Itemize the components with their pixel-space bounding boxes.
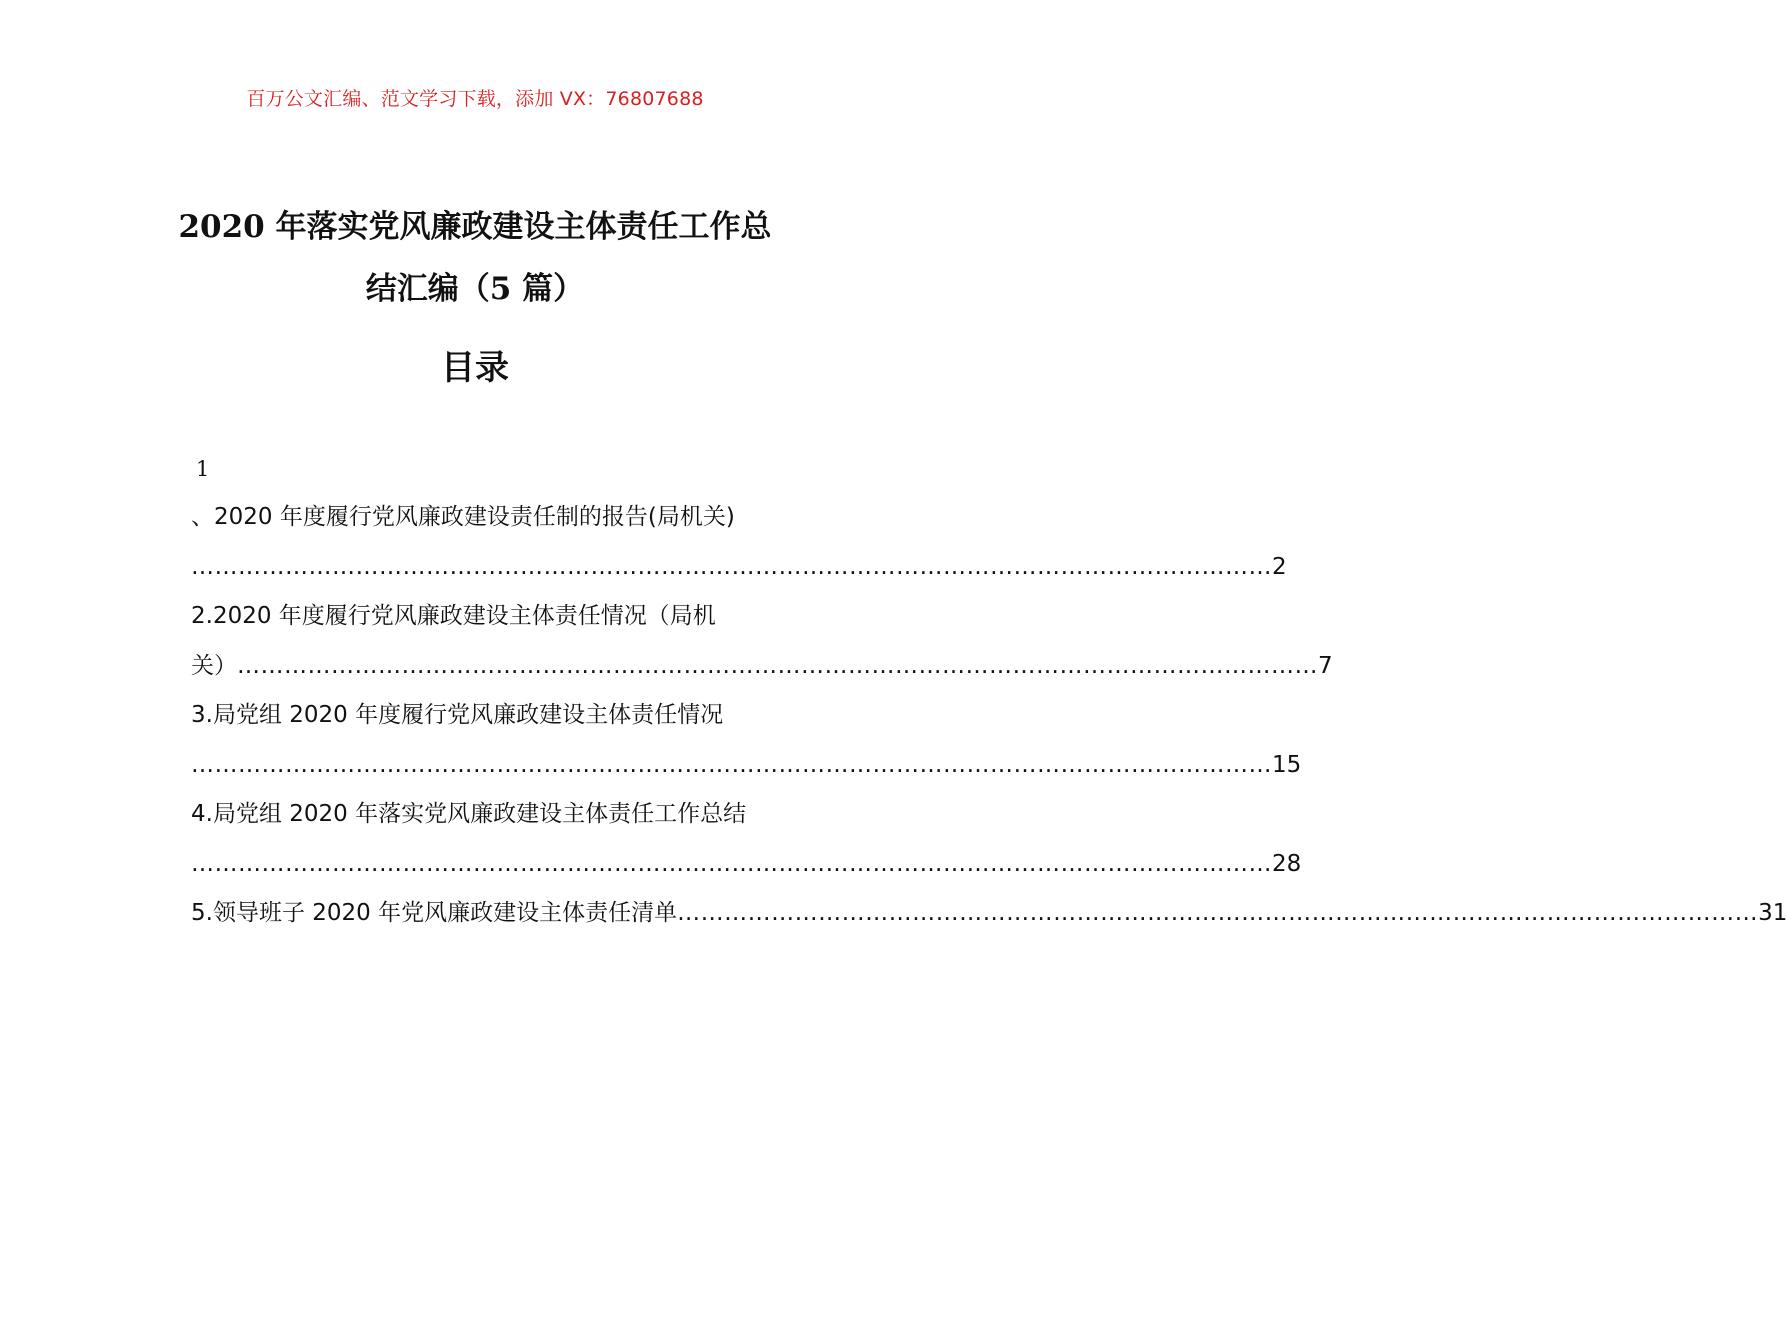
dot-leader: …………………………………………………………………………………………………………………………: [191, 850, 1272, 877]
toc-item-3-text: 3.局党组 2020 年度履行党风廉政建设主体责任情况: [191, 702, 724, 728]
toc-heading: 目录: [441, 348, 509, 388]
toc-item-4-page: 28: [1272, 850, 1302, 877]
toc-item-5-line: [191, 889, 1787, 939]
toc-item-5[interactable]: [191, 889, 1787, 939]
toc-item-2-text-line-1: 2.2020 年度履行党风廉政建设主体责任情况（局机: [191, 603, 716, 629]
title-line-2: 结汇编（5 篇）: [365, 271, 585, 307]
toc-item-1-number: 1: [196, 457, 210, 481]
toc-item-2-leader: [191, 642, 1333, 692]
dot-leader: …………………………………………………………………………………………………………………………: [677, 900, 1759, 926]
toc-item-4-leader: [191, 840, 1302, 890]
toc-item-5-page: 31: [1758, 900, 1787, 926]
toc-item-2-page: 7: [1318, 652, 1333, 679]
table-of-contents: [191, 446, 1787, 939]
header-banner: 百万公文汇编、范文学习下载，添加 VX：76807688: [246, 88, 704, 110]
toc-item-3-leader: [191, 741, 1302, 791]
title-line-1: 2020 年落实党风廉政建设主体责任工作总: [178, 209, 772, 245]
dot-leader: …………………………………………………………………………………………………………………………: [191, 751, 1272, 778]
toc-item-1-text: 、2020 年度履行党风廉政建设责任制的报告(局机关): [191, 504, 735, 530]
toc-item-2[interactable]: [191, 592, 1333, 691]
toc-item-4[interactable]: [191, 790, 1302, 889]
toc-item-5-text: 5.领导班子 2020 年党风廉政建设主体责任清单: [191, 900, 678, 926]
dot-leader: …………………………………………………………………………………………………………………………: [191, 553, 1272, 580]
toc-item-1-page: 2: [1272, 553, 1287, 580]
toc-item-1[interactable]: [191, 446, 1287, 592]
toc-item-4-text: 4.局党组 2020 年落实党风廉政建设主体责任工作总结: [191, 801, 747, 827]
document-title: [150, 196, 800, 320]
toc-item-2-text-line-2: 关）: [191, 652, 237, 679]
toc-item-3-page: 15: [1272, 751, 1302, 778]
dot-leader: …………………………………………………………………………………………………………………………: [237, 652, 1318, 679]
toc-item-1-leader: [191, 543, 1287, 593]
toc-item-3[interactable]: [191, 691, 1302, 790]
